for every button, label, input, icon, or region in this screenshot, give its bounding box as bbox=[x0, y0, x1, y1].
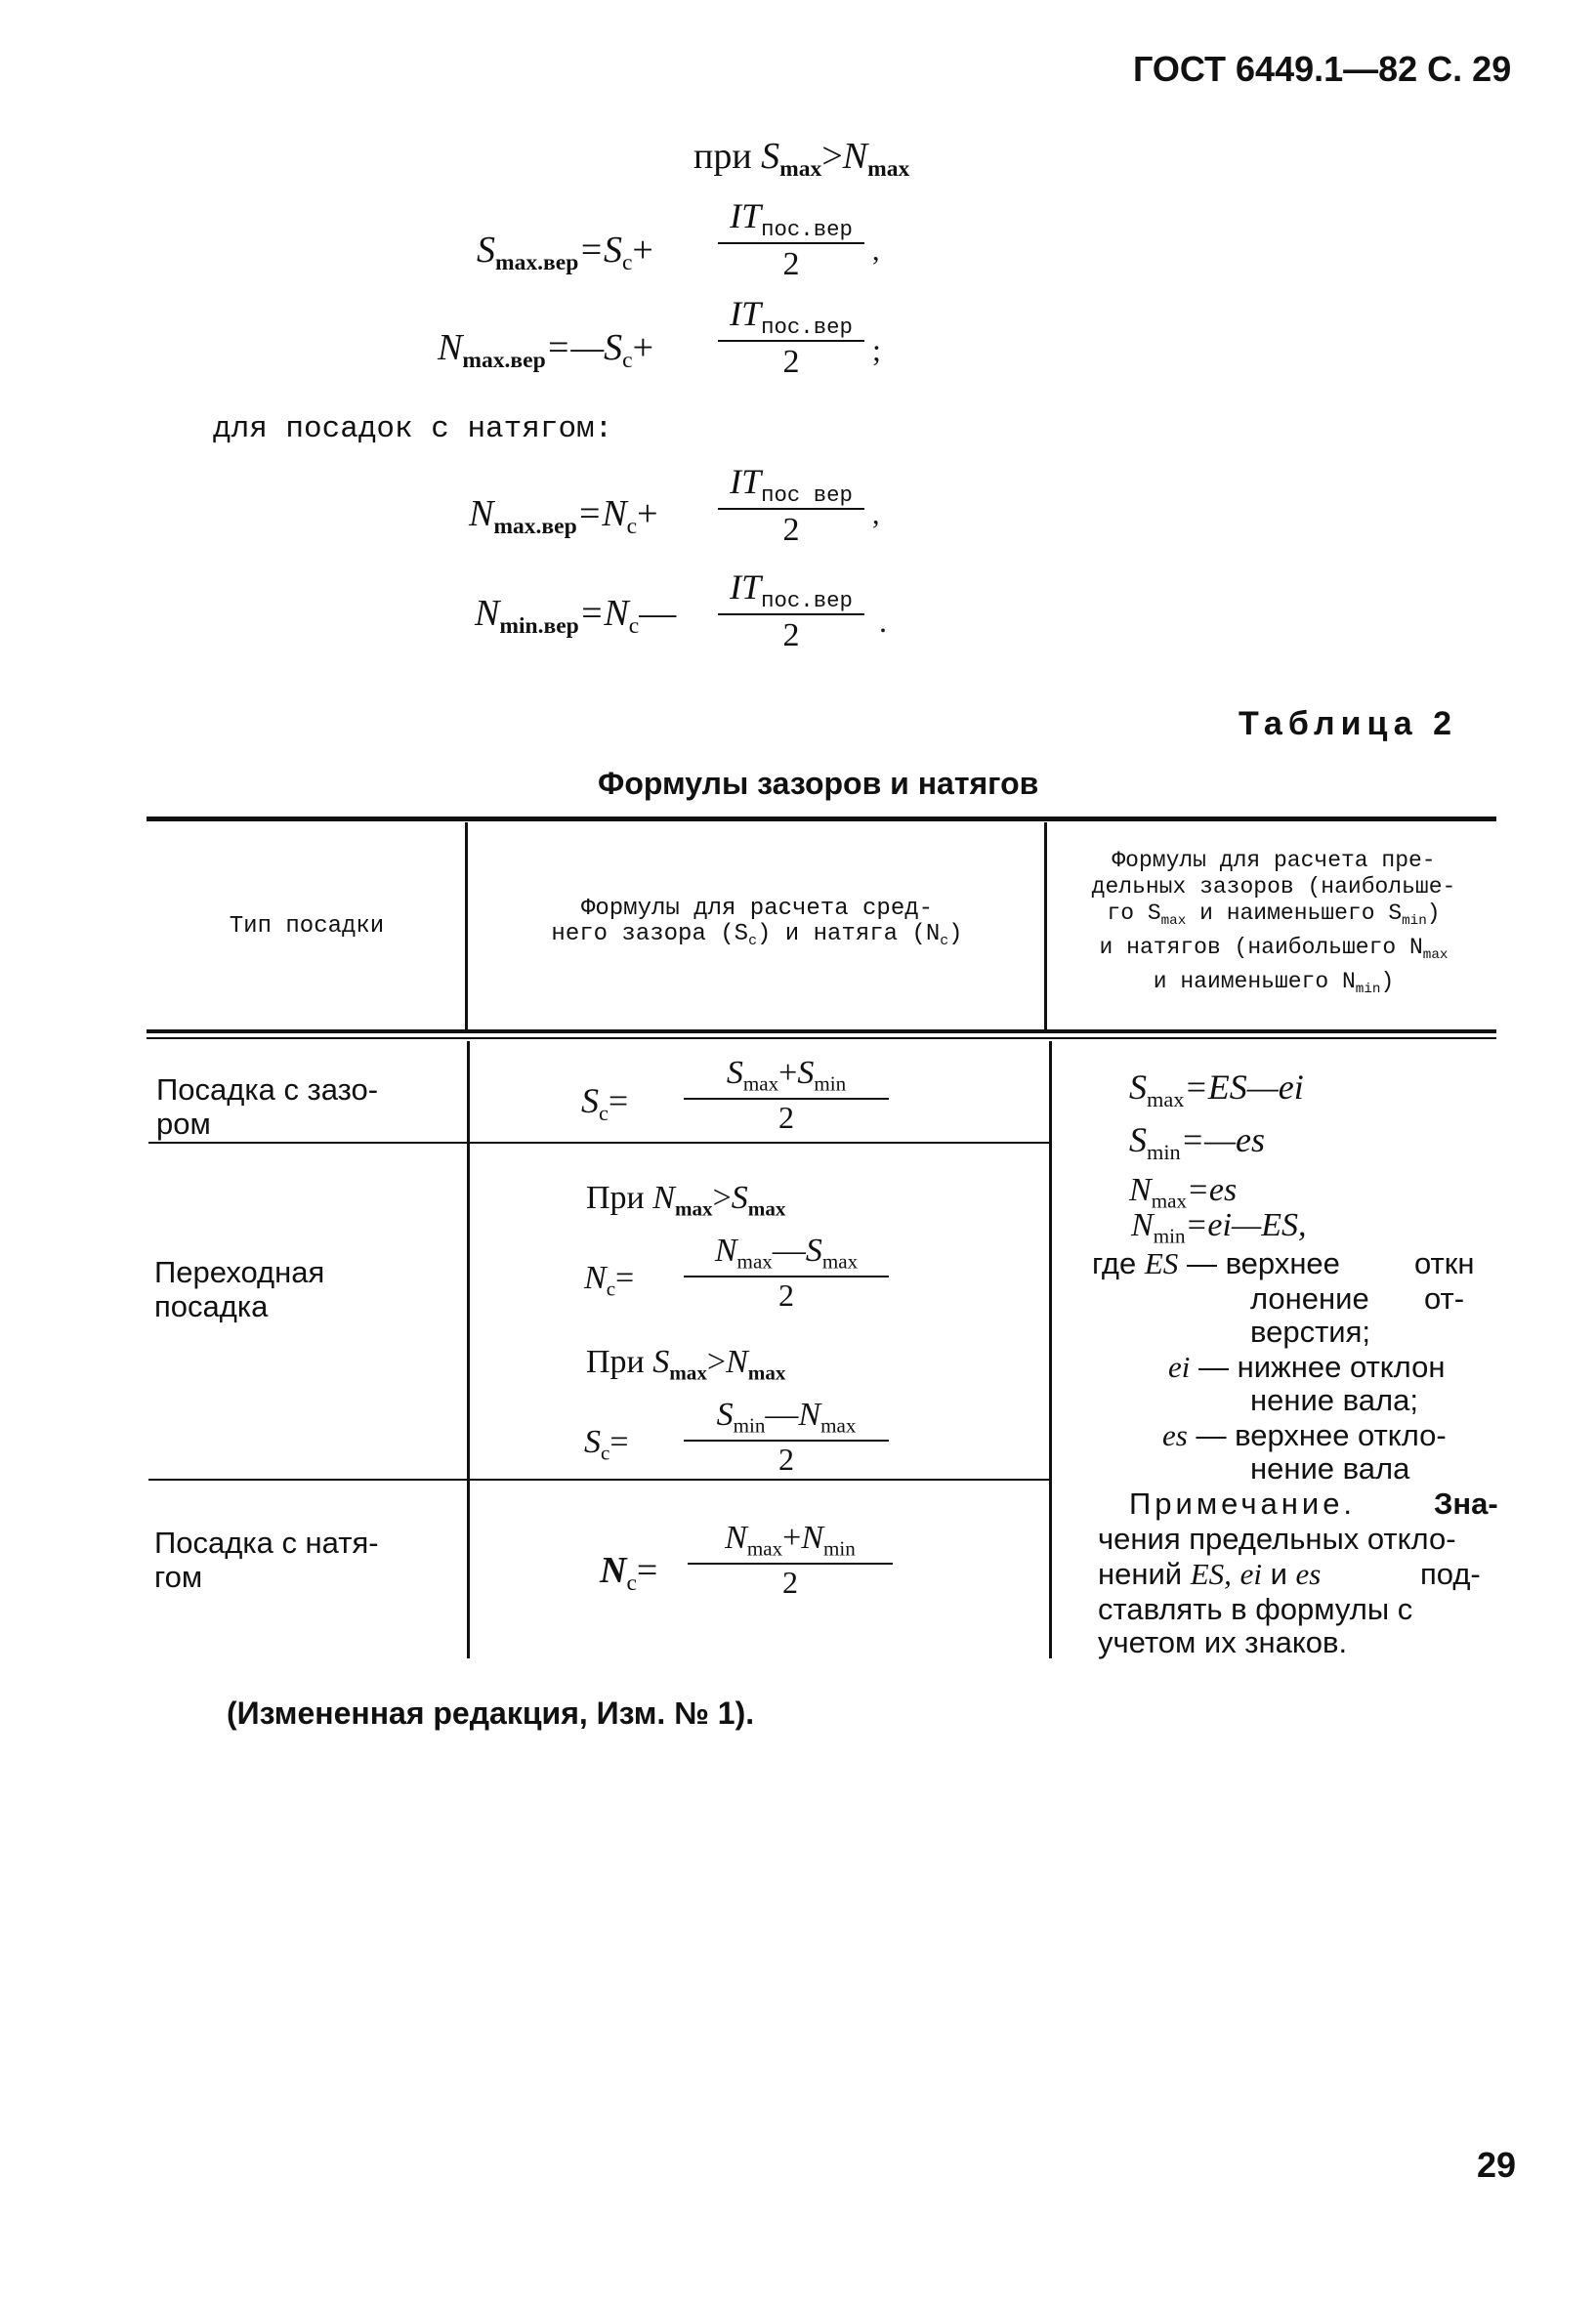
symbol: S bbox=[716, 1397, 734, 1433]
def-es bbox=[1162, 1418, 1447, 1452]
formula-sc-transition bbox=[584, 1424, 629, 1465]
symbol: ei bbox=[1239, 1557, 1262, 1591]
condition-prefix: При bbox=[586, 1180, 645, 1216]
page-number: 29 bbox=[1477, 2145, 1517, 2185]
def-text: нение вала bbox=[1250, 1451, 1410, 1486]
operator: + bbox=[632, 230, 653, 271]
header-text: и натягов (наибольшего N bbox=[1099, 934, 1423, 960]
symbol: N bbox=[475, 593, 500, 634]
fit-type-line: посадка bbox=[154, 1289, 269, 1323]
note-line-1 bbox=[1129, 1486, 1356, 1521]
header-line: дельных зазоров (наибольше- bbox=[1091, 874, 1456, 900]
symbol: N bbox=[1129, 1172, 1152, 1208]
condition-prefix: при bbox=[693, 136, 752, 177]
operator: + bbox=[637, 493, 658, 534]
formula-nmin-ver bbox=[475, 592, 676, 640]
note-text: и bbox=[1270, 1557, 1287, 1591]
definition-text: верхнее откло- bbox=[1235, 1418, 1447, 1452]
subscript: c bbox=[599, 1100, 609, 1125]
fit-type-interference bbox=[154, 1526, 379, 1594]
symbol: es bbox=[1162, 1418, 1188, 1452]
table-top-rule bbox=[147, 817, 1496, 821]
operator: > bbox=[706, 1344, 727, 1380]
symbol: =—S bbox=[545, 327, 623, 368]
header-text: и наименьшего N bbox=[1153, 968, 1356, 994]
col-divider-2 bbox=[1044, 822, 1047, 1029]
def-text: нение вала; bbox=[1250, 1383, 1418, 1417]
subscript: c bbox=[606, 1277, 616, 1301]
subscript: c bbox=[940, 934, 949, 950]
formula-nc-transition bbox=[584, 1260, 634, 1301]
col-divider-2-body bbox=[1049, 1041, 1052, 1658]
fit-type-line: Переходная bbox=[154, 1255, 325, 1289]
fit-type-line: ром bbox=[156, 1107, 211, 1141]
header-text: ) и натяга (N bbox=[757, 921, 941, 947]
limit-smax bbox=[1129, 1067, 1304, 1112]
subscript: max.вер bbox=[495, 250, 579, 276]
formula-nmax-ver-interference bbox=[469, 492, 658, 540]
dash: — bbox=[1186, 1246, 1217, 1280]
note-text-right: Зна- bbox=[1434, 1486, 1498, 1521]
operator: = bbox=[608, 1081, 629, 1120]
formula-nmax-ver bbox=[438, 326, 653, 374]
operator: = bbox=[609, 1424, 629, 1460]
subscript: max bbox=[1151, 1189, 1187, 1213]
header-rule bbox=[147, 1029, 1496, 1033]
symbol: IT bbox=[730, 462, 762, 501]
fraction bbox=[688, 1520, 893, 1561]
condition-line bbox=[693, 135, 909, 183]
subscript: c bbox=[621, 250, 633, 276]
symbol: S bbox=[761, 136, 780, 177]
fit-type-line: гом bbox=[154, 1560, 203, 1594]
note-line-3 bbox=[1098, 1557, 1321, 1591]
note-line-5: учетом их знаков. bbox=[1098, 1625, 1348, 1659]
fraction bbox=[684, 1397, 889, 1438]
header-line bbox=[1051, 900, 1496, 935]
header-line bbox=[1051, 935, 1496, 969]
def-where-es bbox=[1092, 1246, 1340, 1280]
note-label: Примечание. bbox=[1129, 1486, 1357, 1521]
limit-smin bbox=[1129, 1119, 1265, 1165]
fraction-bar bbox=[718, 242, 864, 244]
fraction bbox=[718, 461, 864, 508]
symbol: S bbox=[652, 1344, 670, 1380]
symbol: ES bbox=[1144, 1246, 1179, 1280]
subscript: min bbox=[823, 1536, 856, 1561]
symbol: S bbox=[1129, 1068, 1147, 1107]
subscript: max bbox=[821, 1249, 859, 1274]
symbol: S bbox=[731, 1180, 748, 1216]
subscript: c bbox=[628, 613, 640, 640]
subscript: c bbox=[626, 514, 638, 540]
subscript: max bbox=[747, 1361, 786, 1385]
row-rule bbox=[148, 1479, 467, 1481]
symbol: es bbox=[1295, 1557, 1322, 1591]
subscript: min bbox=[733, 1413, 766, 1438]
symbol: =S bbox=[578, 230, 622, 271]
limit-nmin bbox=[1131, 1207, 1306, 1248]
expression: =—es bbox=[1180, 1120, 1266, 1159]
operator: — bbox=[765, 1397, 799, 1433]
subscript: max bbox=[736, 1249, 773, 1274]
subscript: пос вер bbox=[761, 482, 853, 508]
transition-condition-2 bbox=[586, 1344, 785, 1385]
subscript: max bbox=[747, 1196, 786, 1221]
denominator: 2 bbox=[782, 1565, 798, 1600]
note-line-2: чения предельных откло- bbox=[1098, 1522, 1456, 1556]
symbol: N bbox=[725, 1520, 747, 1556]
subscript: пос.вер bbox=[761, 587, 853, 613]
subscript: min bbox=[1402, 912, 1427, 929]
symbol: N bbox=[726, 1344, 748, 1380]
symbol: S bbox=[797, 1055, 815, 1091]
denominator: 2 bbox=[782, 617, 800, 653]
fraction-bar bbox=[718, 508, 864, 510]
subscript: max bbox=[742, 1071, 779, 1096]
subscript: пос.вер bbox=[761, 216, 853, 242]
operator: + bbox=[778, 1055, 798, 1091]
subscript: min bbox=[1355, 981, 1381, 997]
fraction bbox=[718, 195, 864, 242]
subscript: max bbox=[746, 1536, 783, 1561]
amendment-note: (Измененная редакция, Изм. № 1). bbox=[227, 1696, 755, 1731]
subscript: c bbox=[601, 1441, 610, 1465]
condition-prefix: При bbox=[586, 1344, 645, 1380]
header-line bbox=[471, 922, 1043, 954]
fraction bbox=[718, 293, 864, 340]
running-title: ГОСТ 6449.1—82 С. 29 bbox=[1133, 49, 1512, 89]
operator: + bbox=[782, 1520, 802, 1556]
subscript: пос.вер bbox=[761, 314, 853, 340]
symbol: N bbox=[798, 1397, 821, 1433]
symbol: N bbox=[652, 1180, 675, 1216]
fit-type-transition bbox=[154, 1255, 324, 1323]
fraction bbox=[718, 566, 864, 613]
symbol: S bbox=[581, 1081, 599, 1120]
symbol: S bbox=[1129, 1120, 1147, 1159]
row-rule bbox=[470, 1479, 1049, 1481]
denominator: 2 bbox=[782, 512, 800, 548]
subscript: max.вер bbox=[493, 514, 577, 540]
note-text-right: под- bbox=[1420, 1557, 1481, 1591]
header-line: Формулы для расчета сред- bbox=[580, 896, 934, 922]
symbol: IT bbox=[730, 294, 762, 333]
symbol: =N bbox=[576, 493, 627, 534]
symbol: N bbox=[438, 327, 463, 368]
subscript: min bbox=[1153, 1224, 1186, 1248]
operator: — bbox=[639, 593, 677, 634]
header-line bbox=[1051, 969, 1496, 1003]
header-line: Формулы для расчета пре- bbox=[1112, 848, 1436, 873]
formula-smax-ver bbox=[477, 229, 653, 276]
formula-nc-interference bbox=[600, 1549, 657, 1597]
fraction bbox=[684, 1233, 889, 1274]
symbol: IT bbox=[730, 567, 762, 607]
symbol: N bbox=[1131, 1207, 1154, 1243]
punctuation: , bbox=[872, 234, 880, 267]
subscript: max bbox=[1147, 1086, 1185, 1111]
operator: > bbox=[821, 136, 843, 177]
header-rule-2 bbox=[147, 1037, 1496, 1039]
operator: — bbox=[772, 1233, 806, 1269]
subscript: max.вер bbox=[462, 348, 546, 374]
operator: = bbox=[636, 1550, 658, 1591]
dash: — bbox=[1196, 1418, 1227, 1452]
header-text: ) bbox=[1426, 900, 1441, 926]
denominator: 2 bbox=[778, 1100, 794, 1135]
symbol: N bbox=[714, 1233, 737, 1269]
fraction bbox=[684, 1055, 889, 1096]
subscript: min bbox=[814, 1071, 847, 1096]
table-caption: Формулы зазоров и натягов bbox=[598, 766, 1039, 801]
definition-text: верхнее bbox=[1225, 1246, 1340, 1280]
symbol: N bbox=[600, 1550, 627, 1591]
symbol: N bbox=[584, 1260, 607, 1296]
symbol: N bbox=[469, 493, 494, 534]
subscript: c bbox=[622, 348, 633, 374]
transition-condition-1 bbox=[586, 1180, 785, 1221]
table-label: Таблица 2 bbox=[1239, 705, 1458, 742]
symbol: ES, bbox=[1190, 1557, 1232, 1591]
fraction-bar bbox=[718, 613, 864, 615]
definition-text: нижнее отклон bbox=[1237, 1350, 1446, 1384]
row-rule bbox=[148, 1142, 467, 1144]
subscript: max bbox=[669, 1361, 707, 1385]
def-text: лонение bbox=[1250, 1281, 1369, 1316]
symbol: N bbox=[842, 136, 868, 177]
subscript: c bbox=[748, 934, 757, 950]
def-text: верстия; bbox=[1250, 1315, 1371, 1349]
col-header-mean-formulas bbox=[471, 897, 1043, 954]
subscript: min.вер bbox=[499, 613, 579, 640]
subscript: c bbox=[626, 1570, 637, 1597]
symbol: S bbox=[726, 1055, 743, 1091]
expression: =ES—ei bbox=[1184, 1068, 1304, 1107]
subscript: max bbox=[674, 1196, 713, 1221]
subscript: max bbox=[820, 1413, 857, 1438]
col-divider-1-body bbox=[467, 1041, 470, 1658]
fit-type-clearance bbox=[156, 1072, 378, 1141]
fraction-bar bbox=[718, 340, 864, 342]
col-header-limit-formulas bbox=[1051, 848, 1496, 1003]
header-text: и наименьшего S bbox=[1186, 900, 1403, 926]
symbol: S bbox=[805, 1233, 822, 1269]
header-text: го S bbox=[1107, 900, 1161, 926]
symbol: IT bbox=[730, 196, 762, 235]
def-text-right: откн bbox=[1414, 1246, 1475, 1280]
subscript: max bbox=[867, 156, 910, 183]
def-ei bbox=[1168, 1350, 1445, 1384]
formula-sc bbox=[581, 1080, 628, 1126]
col-divider-1 bbox=[465, 822, 468, 1029]
symbol: =N bbox=[578, 593, 629, 634]
interference-heading: для посадок с натягом: bbox=[213, 412, 613, 446]
punctuation: . bbox=[879, 604, 887, 639]
denominator: 2 bbox=[782, 344, 800, 380]
where-word: где bbox=[1092, 1246, 1137, 1280]
expression: =ei—ES, bbox=[1185, 1207, 1307, 1243]
def-text-right: от- bbox=[1424, 1281, 1465, 1316]
denominator: 2 bbox=[778, 1277, 794, 1313]
dash: — bbox=[1198, 1350, 1229, 1384]
subscript: max bbox=[1422, 946, 1449, 963]
operator: > bbox=[712, 1180, 732, 1216]
denominator: 2 bbox=[782, 246, 800, 282]
denominator: 2 bbox=[778, 1442, 794, 1477]
fit-type-line: Посадка с натя- bbox=[154, 1526, 379, 1560]
symbol: S bbox=[584, 1424, 601, 1460]
symbol: N bbox=[801, 1520, 824, 1556]
subscript: max bbox=[1160, 912, 1187, 929]
note-text: нений bbox=[1098, 1557, 1183, 1591]
fit-type-line: Посадка с зазо- bbox=[156, 1072, 379, 1107]
header-text: него зазора (S bbox=[551, 921, 749, 947]
symbol: S bbox=[477, 230, 495, 271]
row-rule bbox=[470, 1142, 1049, 1144]
expression: =es bbox=[1186, 1172, 1238, 1208]
punctuation: , bbox=[872, 498, 880, 530]
symbol: ei bbox=[1168, 1350, 1191, 1384]
header-text: ) bbox=[1380, 968, 1395, 994]
subscript: min bbox=[1147, 1139, 1181, 1164]
header-text: ) bbox=[948, 921, 963, 947]
col-header-fit-type: Тип посадки bbox=[229, 913, 385, 940]
note-line-4: ставлять в формулы с bbox=[1098, 1592, 1413, 1626]
operator: = bbox=[615, 1260, 635, 1296]
subscript: max bbox=[779, 156, 822, 183]
operator: + bbox=[632, 327, 653, 368]
punctuation: ; bbox=[872, 332, 881, 367]
